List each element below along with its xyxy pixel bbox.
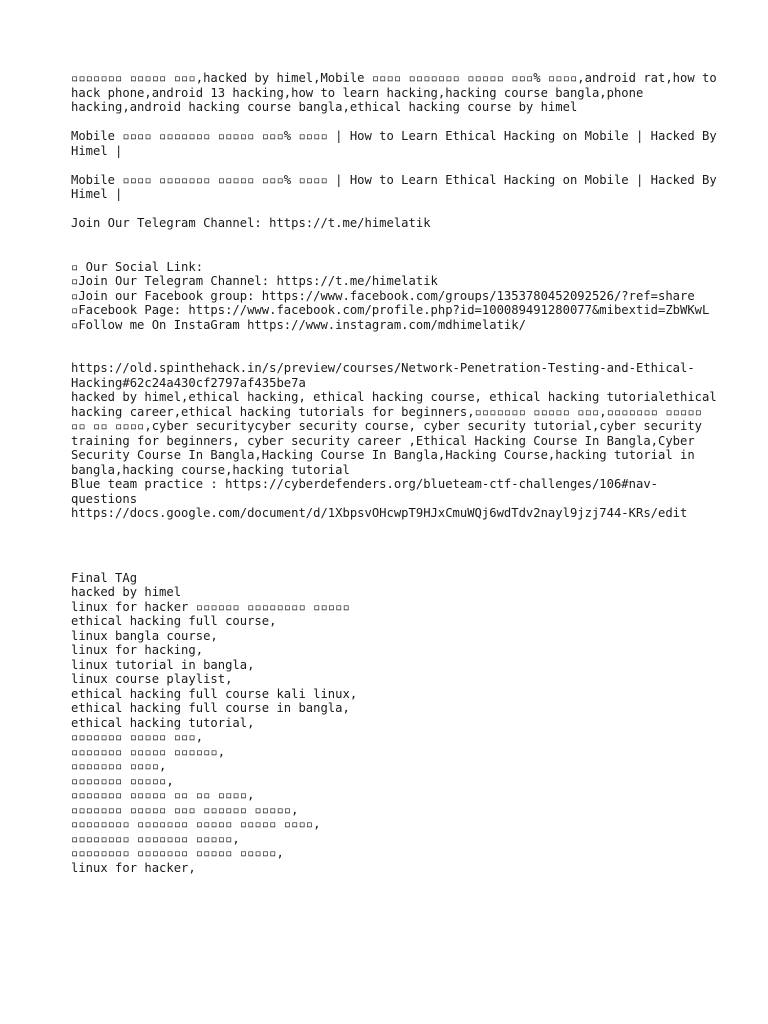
social-facebook-page-link: ▫Facebook Page: https://www.facebook.com/profile.php?id=100089491280077&mibextid=ZbWKwL bbox=[71, 303, 710, 317]
final-tag-item: linux for hacker ▫▫▫▫▫▫ ▫▫▫▫▫▫▫▫ ▫▫▫▫▫ bbox=[71, 599, 350, 614]
final-tag-item: ▫▫▫▫▫▫▫ ▫▫▫▫▫ ▫▫▫, bbox=[71, 730, 204, 744]
final-tag-item: ▫▫▫▫▫▫▫ ▫▫▫▫▫, bbox=[71, 773, 174, 788]
intro-tags: ▫▫▫▫▫▫▫ ▫▫▫▫▫ ▫▫▫,hacked by himel,Mobile ▫▫▫▫ ▫▫▫▫▫▫▫ ▫▫▫▫▫ ▫▫▫% ▫▫▫▫,android rat,how to hack phone,android 13 hacking,how to learn hacking,hacking course bangla,phone hacking,android hacking course bangla,ethical hacking course by himel bbox=[71, 71, 725, 114]
final-tag-item: ▫▫▫▫▫▫▫▫ ▫▫▫▫▫▫▫ ▫▫▫▫▫ ▫▫▫▫▫, bbox=[71, 846, 284, 860]
final-tag-item: linux tutorial in bangla, bbox=[71, 657, 255, 672]
social-links-heading: ▫ Our Social Link: bbox=[71, 259, 204, 274]
final-tags-heading: Final TAg bbox=[71, 570, 138, 585]
final-tag-item: ▫▫▫▫▫▫▫ ▫▫▫▫▫ ▫▫ ▫▫ ▫▫▫▫, bbox=[71, 788, 255, 802]
document-page bbox=[71, 71, 725, 875]
final-tag-item: ▫▫▫▫▫▫▫▫ ▫▫▫▫▫▫▫ ▫▫▫▫▫ ▫▫▫▫▫ ▫▫▫▫, bbox=[71, 817, 321, 831]
final-tag-item: ▫▫▫▫▫▫▫▫ ▫▫▫▫▫▫▫ ▫▫▫▫▫, bbox=[71, 831, 240, 846]
final-tag-item: ethical hacking full course in bangla, bbox=[71, 701, 350, 715]
telegram-join-line: Join Our Telegram Channel: https://t.me/himelatik bbox=[71, 216, 431, 230]
social-telegram-link: ▫Join Our Telegram Channel: https://t.me/himelatik bbox=[71, 274, 438, 288]
video-title-1: Mobile ▫▫▫▫ ▫▫▫▫▫▫▫ ▫▫▫▫▫ ▫▫▫% ▫▫▫▫ | How to Learn Ethical Hacking on Mobile | Hacked By Himel | bbox=[71, 129, 725, 158]
social-instagram-link: ▫Follow me On InstaGram https://www.instagram.com/mdhimelatik/ bbox=[71, 317, 526, 332]
final-tag-item: ethical hacking full course, bbox=[71, 614, 277, 628]
final-tag-item: ethical hacking full course kali linux, bbox=[71, 686, 358, 701]
final-tag-item: linux for hacker, bbox=[71, 860, 196, 875]
social-links-section bbox=[71, 260, 721, 333]
video-title-2: Mobile ▫▫▫▫ ▫▫▫▫▫▫▫ ▫▫▫▫▫ ▫▫▫% ▫▫▫▫ | How to Learn Ethical Hacking on Mobile | Hacked By Himel | bbox=[71, 172, 725, 201]
blue-team-link: Blue team practice : https://cyberdefenders.org/blueteam-ctf-challenges/106#nav-questions bbox=[71, 477, 658, 506]
final-tags-section bbox=[71, 571, 721, 876]
keywords-text: hacked by himel,ethical hacking, ethical hacking course, ethical hacking tutorialethical hacking career,ethical hacking tutorials for beginners,▫▫▫▫▫▫▫ ▫▫▫▫▫ ▫▫▫,▫▫▫▫▫▫▫ ▫▫▫▫▫ ▫▫ ▫▫ ▫▫▫▫,cyber securitycyber security course, cyber security tutorial,cyber security training for beginners, cyber security career ,Ethical Hacking Course In Bangla,Cyber Security Course In Bangla,Hacking Course In Bangla,Hacking Course,hacking tutorial in bangla,hacking course,hacking tutorial bbox=[71, 390, 725, 477]
final-tag-item: linux for hacking, bbox=[71, 643, 204, 657]
final-tag-item: linux course playlist, bbox=[71, 672, 233, 686]
google-doc-link: https://docs.google.com/document/d/1XbpsvOHcwpT9HJxCmuWQj6wdTdv2nayl9jzj744-KRs/edit bbox=[71, 506, 688, 520]
course-link: https://old.spinthehack.in/s/preview/courses/Network-Penetration-Testing-and-Ethical-Hacking#62c24a430cf2797af435be7a bbox=[71, 361, 695, 390]
final-tag-item: ▫▫▫▫▫▫▫ ▫▫▫▫▫ ▫▫▫▫▫▫, bbox=[71, 744, 226, 759]
social-facebook-group-link: ▫Join our Facebook group: https://www.facebook.com/groups/1353780452092526/?ref=share bbox=[71, 288, 695, 303]
final-tag-item: ▫▫▫▫▫▫▫ ▫▫▫▫, bbox=[71, 759, 167, 773]
final-tag-item: ▫▫▫▫▫▫▫ ▫▫▫▫▫ ▫▫▫ ▫▫▫▫▫▫ ▫▫▫▫▫, bbox=[71, 802, 299, 817]
final-tag-item: hacked by himel bbox=[71, 585, 182, 599]
final-tag-item: linux bangla course, bbox=[71, 628, 218, 643]
final-tag-item: ethical hacking tutorial, bbox=[71, 715, 255, 730]
links-section bbox=[71, 361, 725, 521]
